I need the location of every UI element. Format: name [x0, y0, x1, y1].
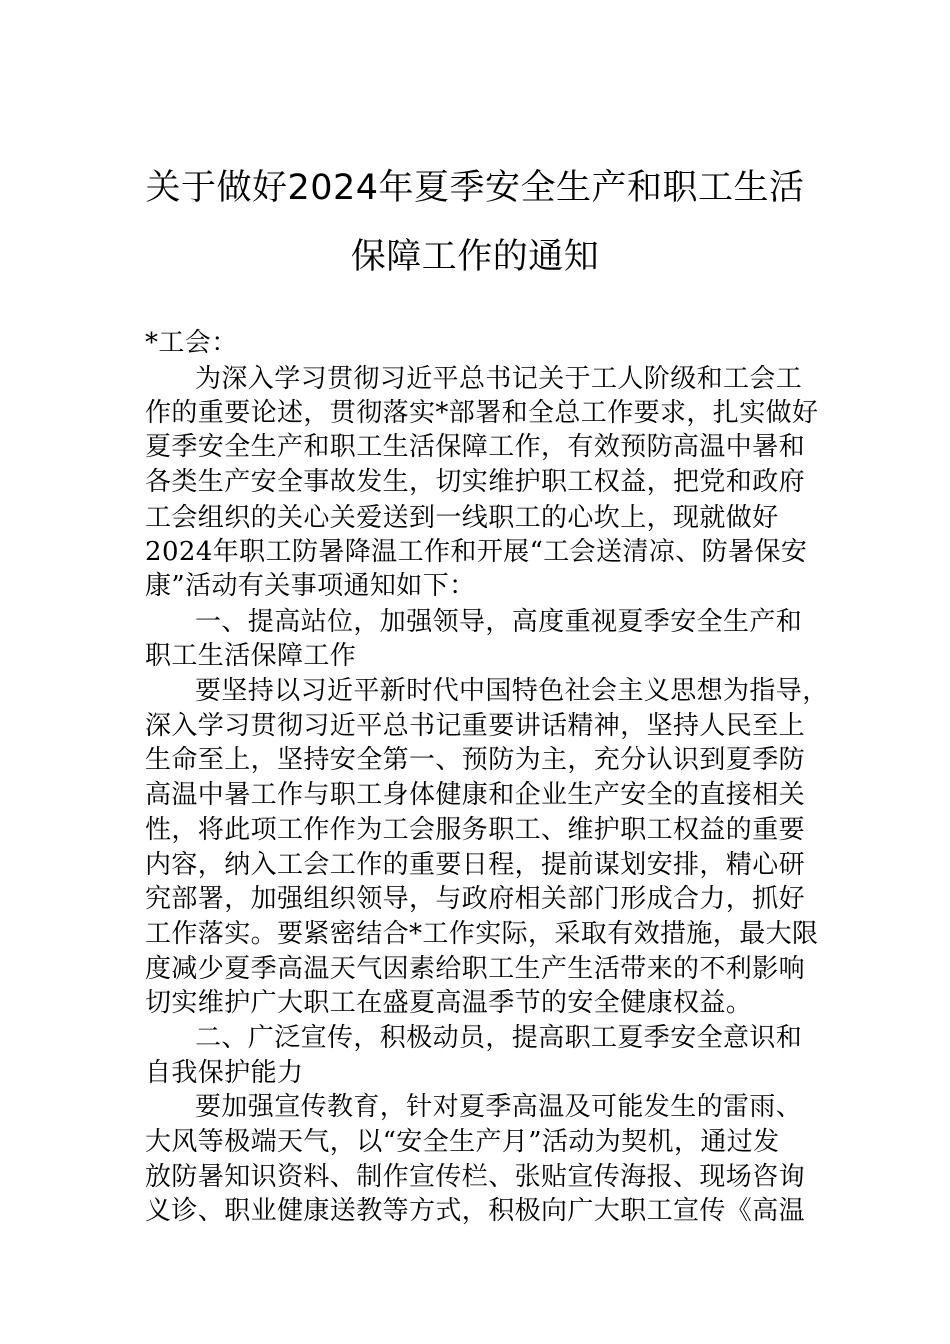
section-heading: 自我保护能力 [145, 1058, 304, 1088]
body-line: 大风等极端天气，以“安全生产月”活动为契机，通过发 [145, 1127, 780, 1157]
body-line: 度减少夏季高温天气因素给职工生产生活带来的不利影响 [145, 954, 806, 984]
section-heading: 职工生活保障工作 [145, 641, 357, 671]
body-line: 2024年职工防暑降温工作和开展“工会送清凉、防暑保安 [145, 537, 808, 567]
body-line: 康”活动有关事项通知如下： [145, 571, 476, 601]
body-line: 深入学习贯彻习近平总书记重要讲话精神，坚持人民至上 [145, 711, 806, 741]
body-line: 生命至上，坚持安全第一、预防为主，充分认识到夏季防 [145, 745, 806, 775]
body-line: 为深入学习贯彻习近平总书记关于工人阶级和工会工 [195, 364, 803, 394]
body-line: 高温中暑工作与职工身体健康和企业生产安全的直接相关 [145, 780, 806, 810]
body-line: 要加强宣传教育，针对夏季高温及可能发生的雷雨、 [195, 1092, 803, 1122]
body-line: 夏季安全生产和职工生活保障工作，有效预防高温中暑和 [145, 432, 806, 462]
body-line: 各类生产安全事故发生，切实维护职工权益，把党和政府 [145, 467, 806, 497]
section-heading: 一、提高站位，加强领导，高度重视夏季安全生产和 [195, 607, 803, 637]
body-line: 切实维护广大职工在盛夏高温季节的安全健康权益。 [145, 988, 753, 1018]
section-heading: 二、广泛宣传，积极动员，提高职工夏季安全意识和 [195, 1023, 803, 1053]
body-line: 内容，纳入工会工作的重要日程，提前谋划安排，精心研 [145, 850, 806, 880]
body-line: 作的重要论述，贯彻落实*部署和全总工作要求，扎实做好 [145, 398, 819, 428]
body-line: 放防暑知识资料、制作宣传栏、张贴宣传海报、现场咨询 [145, 1162, 806, 1192]
document-title-line-2: 保障工作的通知 [350, 237, 600, 277]
body-line: 要坚持以习近平新时代中国特色社会主义思想为指导， [195, 676, 829, 706]
body-line: 究部署，加强组织领导，与政府相关部门形成合力，抓好 [145, 884, 806, 914]
salutation: *工会： [145, 328, 238, 358]
body-line: 工会组织的关心关爱送到一线职工的心坎上，现就做好 [145, 503, 779, 533]
body-line: 性，将此项工作作为工会服务职工、维护职工权益的重要 [145, 815, 806, 845]
document-title-line-1: 关于做好2024年夏季安全生产和职工生活 [145, 168, 805, 208]
body-line: 工作落实。要紧密结合*工作实际，采取有效措施，最大限 [145, 919, 819, 949]
body-line: 义诊、职业健康送教等方式，积极向广大职工宣传《高温 [145, 1196, 806, 1226]
